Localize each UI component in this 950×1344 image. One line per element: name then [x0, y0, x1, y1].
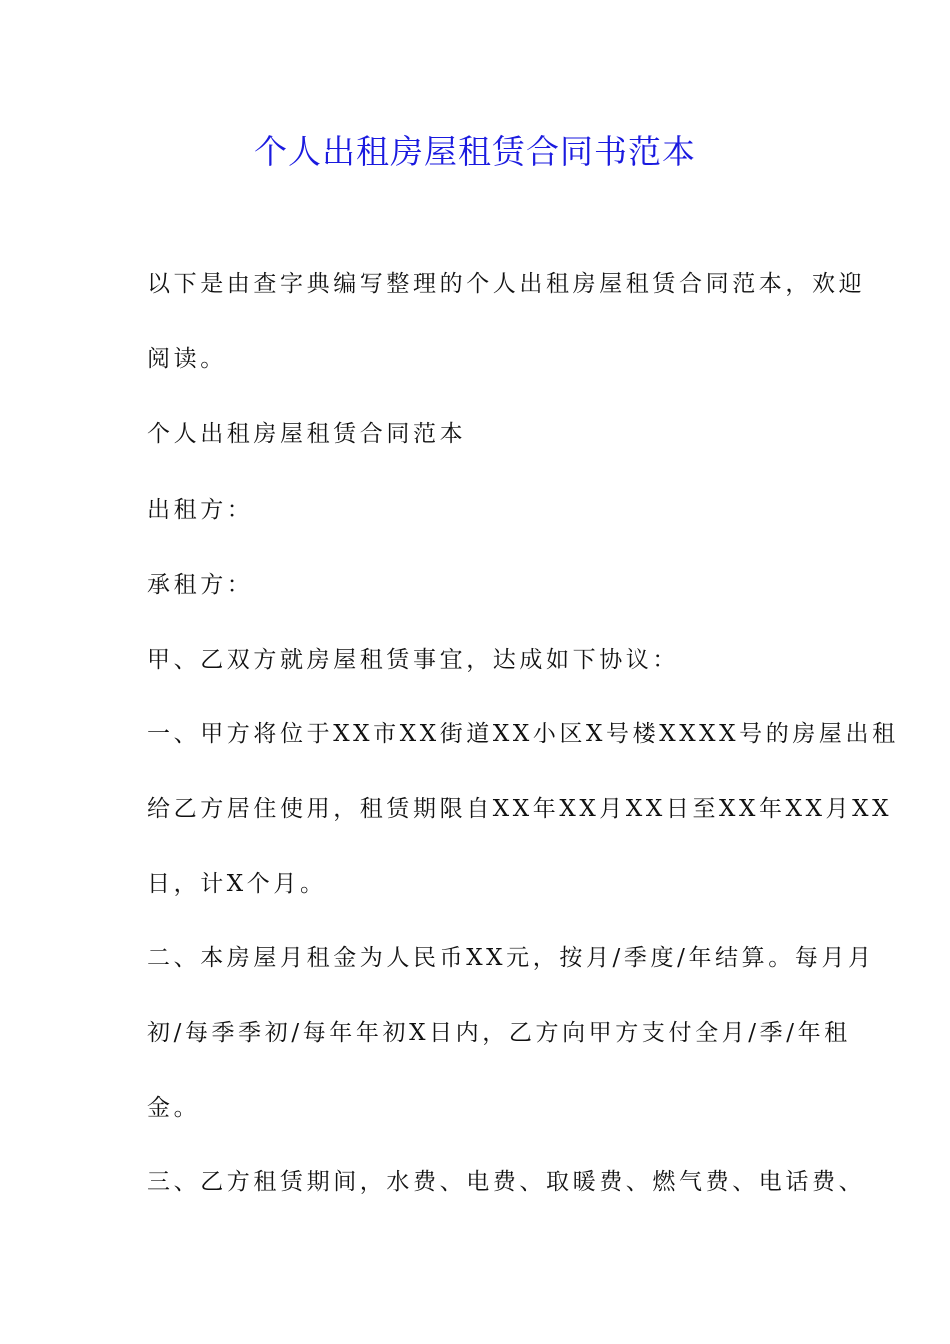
clause-2-line-1: 二、本房屋月租金为人民币XX元，按月/季度/年结算。每月月 [147, 945, 875, 971]
clause-1-line-2: 给乙方居住使用，租赁期限自XX年XX月XX日至XX年XX月XX [147, 796, 893, 822]
clause-3-line-1: 三、乙方租赁期间，水费、电费、取暖费、燃气费、电话费、 [147, 1169, 866, 1195]
lessor-line: 出租方： [147, 497, 254, 523]
paragraph-line-1: 以下是由查字典编写整理的个人出租房屋租赁合同范本，欢迎 [147, 271, 866, 297]
clause-1-line-3: 日，计X个月。 [147, 871, 327, 897]
clause-2-line-3: 金。 [147, 1095, 201, 1121]
subtitle-line: 个人出租房屋租赁合同范本 [147, 421, 467, 447]
paragraph-line-2: 阅读。 [147, 346, 227, 372]
clause-1-line-1: 一、甲方将位于XX市XX街道XX小区X号楼XXXX号的房屋出租 [147, 721, 899, 747]
clause-2-line-2: 初/每季季初/每年年初X日内，乙方向甲方支付全月/季/年租 [147, 1020, 851, 1046]
document-title: 个人出租房屋租赁合同书范本 [254, 132, 696, 171]
agreement-intro-line: 甲、乙双方就房屋租赁事宜，达成如下协议： [147, 647, 679, 673]
lessee-line: 承租方： [147, 572, 254, 598]
